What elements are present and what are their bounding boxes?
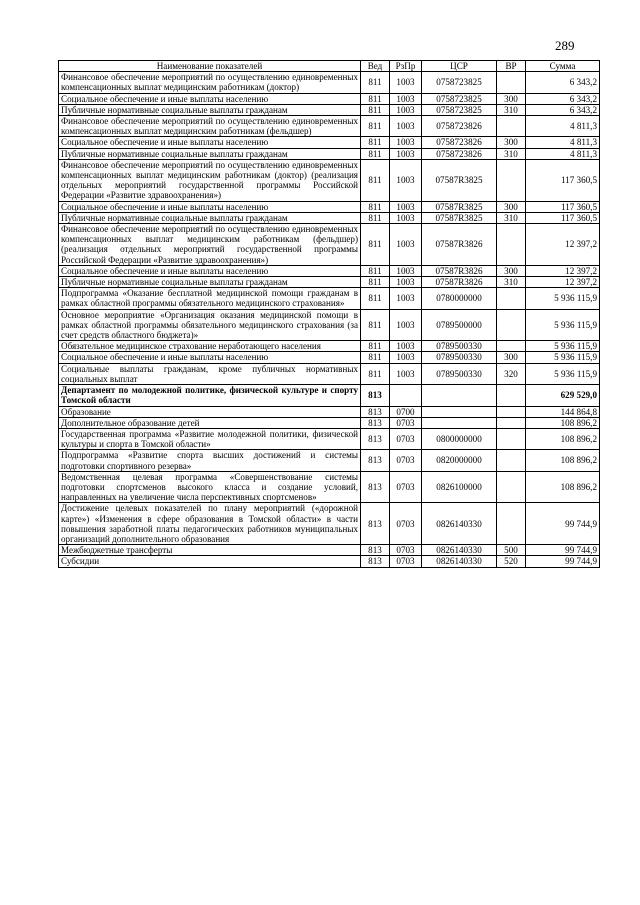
cell-rzpr: 1003 <box>390 224 422 266</box>
table-row <box>59 93 600 104</box>
cell-csr: 0789500330 <box>422 341 497 352</box>
cell-rzpr: 0703 <box>390 450 422 471</box>
cell-ved: 811 <box>361 116 390 137</box>
table-row <box>59 471 600 503</box>
cell-name: Межбюджетные трансферты <box>59 545 361 556</box>
cell-vr: 310 <box>497 212 526 223</box>
cell-csr: 0758723826 <box>422 137 497 148</box>
cell-ved: 811 <box>361 159 390 201</box>
cell-name: Основное мероприятие «Организация оказания медицинской помощи в рамках областной программы обязательного медицинского страхования (за счет средств областного бюджета)» <box>59 309 361 341</box>
cell-sum: 6 343,2 <box>526 104 600 115</box>
header-csr: ЦСР <box>422 61 497 72</box>
cell-rzpr: 1003 <box>390 309 422 341</box>
cell-rzpr: 1003 <box>390 265 422 276</box>
cell-vr: 310 <box>497 277 526 288</box>
cell-vr <box>497 428 526 449</box>
budget-table <box>58 60 600 568</box>
cell-csr: 0820000000 <box>422 450 497 471</box>
cell-name: Департамент по молодежной политике, физической культуре и спорту Томской области <box>59 385 361 406</box>
cell-vr <box>497 417 526 428</box>
cell-rzpr: 1003 <box>390 352 422 363</box>
cell-sum: 5 936 115,9 <box>526 288 600 309</box>
table-row <box>59 288 600 309</box>
cell-csr: 0826100000 <box>422 471 497 503</box>
cell-vr <box>497 224 526 266</box>
cell-ved: 813 <box>361 471 390 503</box>
cell-rzpr: 1003 <box>390 363 422 384</box>
page-number: 289 <box>555 38 575 53</box>
cell-ved: 811 <box>361 265 390 276</box>
cell-csr: 07587R3826 <box>422 224 497 266</box>
cell-sum: 5 936 115,9 <box>526 341 600 352</box>
header-vr: ВР <box>497 61 526 72</box>
cell-vr <box>497 503 526 545</box>
table-row <box>59 556 600 567</box>
cell-ved: 813 <box>361 556 390 567</box>
cell-sum: 117 360,5 <box>526 201 600 212</box>
cell-csr: 0826140330 <box>422 503 497 545</box>
cell-vr <box>497 309 526 341</box>
cell-name: Публичные нормативные социальные выплаты гражданам <box>59 148 361 159</box>
cell-name: Публичные нормативные социальные выплаты гражданам <box>59 277 361 288</box>
cell-ved: 811 <box>361 309 390 341</box>
cell-rzpr: 1003 <box>390 159 422 201</box>
cell-name: Финансовое обеспечение мероприятий по осуществлению единовременных компенсационных выплат медицинским работникам (доктор) (реализация отдельных мероприятий государственной программы Российской Федерации «Развитие здравоохранения») <box>59 159 361 201</box>
cell-name: Обязательное медицинское страхование неработающего населения <box>59 341 361 352</box>
table-row <box>59 116 600 137</box>
table-row <box>59 277 600 288</box>
cell-rzpr: 1003 <box>390 212 422 223</box>
cell-ved: 813 <box>361 385 390 406</box>
cell-csr: 0758723826 <box>422 116 497 137</box>
cell-ved: 811 <box>361 93 390 104</box>
cell-name: Финансовое обеспечение мероприятий по осуществлению единовременных компенсационных выплат медицинским работникам (фельдшер) (реализация отдельных мероприятий государственной программы Российской Федерации «Развитие здравоохранения») <box>59 224 361 266</box>
table-row <box>59 363 600 384</box>
cell-name: Подпрограмма «Оказание бесплатной медицинской помощи гражданам в рамках областной программы обязательного медицинского страхования» <box>59 288 361 309</box>
cell-rzpr: 0703 <box>390 503 422 545</box>
cell-rzpr: 1003 <box>390 116 422 137</box>
table-row <box>59 545 600 556</box>
cell-vr <box>497 159 526 201</box>
cell-vr <box>497 406 526 417</box>
cell-sum: 12 397,2 <box>526 277 600 288</box>
cell-name: Социальное обеспечение и иные выплаты населению <box>59 137 361 148</box>
cell-csr: 0826140330 <box>422 556 497 567</box>
table-row <box>59 148 600 159</box>
table-row <box>59 385 600 406</box>
table-row <box>59 201 600 212</box>
cell-csr: 0800000000 <box>422 428 497 449</box>
cell-vr: 300 <box>497 201 526 212</box>
cell-vr: 300 <box>497 93 526 104</box>
cell-sum: 4 811,3 <box>526 137 600 148</box>
cell-name: Социальное обеспечение и иные выплаты населению <box>59 265 361 276</box>
cell-vr: 310 <box>497 148 526 159</box>
cell-vr <box>497 471 526 503</box>
cell-csr: 07587R3825 <box>422 201 497 212</box>
table-body <box>59 72 600 567</box>
table-row <box>59 224 600 266</box>
cell-rzpr: 0700 <box>390 406 422 417</box>
cell-vr <box>497 450 526 471</box>
cell-ved: 813 <box>361 428 390 449</box>
cell-vr: 320 <box>497 363 526 384</box>
cell-name: Образование <box>59 406 361 417</box>
cell-sum: 5 936 115,9 <box>526 363 600 384</box>
table-row <box>59 417 600 428</box>
cell-rzpr: 1003 <box>390 277 422 288</box>
cell-csr: 0758723825 <box>422 93 497 104</box>
cell-sum: 144 864,8 <box>526 406 600 417</box>
cell-name: Субсидии <box>59 556 361 567</box>
table-row <box>59 72 600 93</box>
cell-csr: 0758723825 <box>422 104 497 115</box>
table-row <box>59 159 600 201</box>
table-row <box>59 341 600 352</box>
cell-rzpr: 1003 <box>390 148 422 159</box>
cell-name: Дополнительное образование детей <box>59 417 361 428</box>
cell-rzpr: 1003 <box>390 93 422 104</box>
cell-csr: 0789500330 <box>422 363 497 384</box>
cell-name: Подпрограмма «Развитие спорта высших достижений и системы подготовки спортивного резерва» <box>59 450 361 471</box>
cell-rzpr: 0703 <box>390 545 422 556</box>
cell-vr: 500 <box>497 545 526 556</box>
cell-sum: 108 896,2 <box>526 428 600 449</box>
cell-csr: 0758723825 <box>422 72 497 93</box>
table-row <box>59 309 600 341</box>
cell-name: Публичные нормативные социальные выплаты гражданам <box>59 212 361 223</box>
cell-sum: 117 360,5 <box>526 212 600 223</box>
cell-rzpr: 0703 <box>390 428 422 449</box>
cell-rzpr: 0703 <box>390 417 422 428</box>
cell-rzpr: 1003 <box>390 341 422 352</box>
cell-ved: 811 <box>361 72 390 93</box>
cell-sum: 99 744,9 <box>526 556 600 567</box>
cell-rzpr: 1003 <box>390 72 422 93</box>
cell-sum: 5 936 115,9 <box>526 309 600 341</box>
header-name: Наименование показателей <box>59 61 361 72</box>
cell-csr: 0789500330 <box>422 352 497 363</box>
header-ved: Вед <box>361 61 390 72</box>
cell-vr: 520 <box>497 556 526 567</box>
cell-rzpr: 1003 <box>390 104 422 115</box>
cell-ved: 813 <box>361 450 390 471</box>
table-row <box>59 137 600 148</box>
cell-name: Социальное обеспечение и иные выплаты населению <box>59 352 361 363</box>
cell-name: Достижение целевых показателей по плану мероприятий («дорожной карте») «Изменения в сфере образования в Томской области» в части повышения заработной платы педагогических работников муниципальных организаций дополнительного образования <box>59 503 361 545</box>
cell-ved: 813 <box>361 503 390 545</box>
cell-sum: 6 343,2 <box>526 93 600 104</box>
cell-csr: 0789500000 <box>422 309 497 341</box>
cell-name: Социальное обеспечение и иные выплаты населению <box>59 93 361 104</box>
cell-rzpr: 0703 <box>390 471 422 503</box>
cell-sum: 12 397,2 <box>526 265 600 276</box>
cell-sum: 108 896,2 <box>526 471 600 503</box>
cell-sum: 629 529,0 <box>526 385 600 406</box>
cell-ved: 811 <box>361 352 390 363</box>
cell-name: Финансовое обеспечение мероприятий по осуществлению единовременных компенсационных выплат медицинским работникам (фельдшер) <box>59 116 361 137</box>
cell-ved: 811 <box>361 288 390 309</box>
cell-csr: 0826140330 <box>422 545 497 556</box>
cell-sum: 6 343,2 <box>526 72 600 93</box>
cell-ved: 811 <box>361 341 390 352</box>
table-row <box>59 450 600 471</box>
cell-name: Публичные нормативные социальные выплаты гражданам <box>59 104 361 115</box>
cell-sum: 117 360,5 <box>526 159 600 201</box>
cell-vr: 310 <box>497 104 526 115</box>
cell-ved: 811 <box>361 104 390 115</box>
cell-name: Социальное обеспечение и иные выплаты населению <box>59 201 361 212</box>
cell-csr <box>422 417 497 428</box>
cell-ved: 811 <box>361 137 390 148</box>
cell-ved: 811 <box>361 224 390 266</box>
cell-ved: 813 <box>361 417 390 428</box>
cell-name: Финансовое обеспечение мероприятий по осуществлению единовременных компенсационных выплат медицинским работникам (доктор) <box>59 72 361 93</box>
cell-ved: 811 <box>361 201 390 212</box>
cell-ved: 813 <box>361 545 390 556</box>
table-row <box>59 503 600 545</box>
cell-sum: 108 896,2 <box>526 450 600 471</box>
table-row <box>59 104 600 115</box>
cell-sum: 4 811,3 <box>526 148 600 159</box>
cell-vr: 300 <box>497 265 526 276</box>
cell-rzpr: 1003 <box>390 288 422 309</box>
cell-rzpr <box>390 385 422 406</box>
cell-csr: 07587R3825 <box>422 159 497 201</box>
cell-csr: 07587R3826 <box>422 265 497 276</box>
table-row <box>59 212 600 223</box>
cell-rzpr: 1003 <box>390 201 422 212</box>
cell-vr <box>497 288 526 309</box>
cell-name: Социальные выплаты гражданам, кроме публичных нормативных социальных выплат <box>59 363 361 384</box>
table-row <box>59 428 600 449</box>
cell-ved: 813 <box>361 406 390 417</box>
cell-csr <box>422 385 497 406</box>
cell-vr <box>497 341 526 352</box>
cell-vr <box>497 116 526 137</box>
cell-sum: 99 744,9 <box>526 503 600 545</box>
table-row <box>59 406 600 417</box>
cell-name: Государственная программа «Развитие молодежной политики, физической культуры и спорта в Томской области» <box>59 428 361 449</box>
cell-ved: 811 <box>361 277 390 288</box>
cell-rzpr: 0703 <box>390 556 422 567</box>
cell-csr: 0780000000 <box>422 288 497 309</box>
cell-sum: 12 397,2 <box>526 224 600 266</box>
cell-ved: 811 <box>361 212 390 223</box>
cell-sum: 5 936 115,9 <box>526 352 600 363</box>
cell-sum: 108 896,2 <box>526 417 600 428</box>
table-row <box>59 265 600 276</box>
table-row <box>59 352 600 363</box>
cell-rzpr: 1003 <box>390 137 422 148</box>
table-header-row <box>59 61 600 72</box>
header-sum: Сумма <box>526 61 600 72</box>
cell-csr: 07587R3826 <box>422 277 497 288</box>
cell-vr <box>497 385 526 406</box>
cell-csr: 0758723826 <box>422 148 497 159</box>
cell-ved: 811 <box>361 148 390 159</box>
cell-vr: 300 <box>497 352 526 363</box>
cell-csr <box>422 406 497 417</box>
cell-vr <box>497 72 526 93</box>
cell-vr: 300 <box>497 137 526 148</box>
cell-sum: 99 744,9 <box>526 545 600 556</box>
header-rzpr: РзПр <box>390 61 422 72</box>
cell-csr: 07587R3825 <box>422 212 497 223</box>
cell-name: Ведомственная целевая программа «Совершенствование системы подготовки спортсменов высокого класса и создание условий, направленных на увеличение числа перспективных спортсменов» <box>59 471 361 503</box>
cell-ved: 811 <box>361 363 390 384</box>
cell-sum: 4 811,3 <box>526 116 600 137</box>
